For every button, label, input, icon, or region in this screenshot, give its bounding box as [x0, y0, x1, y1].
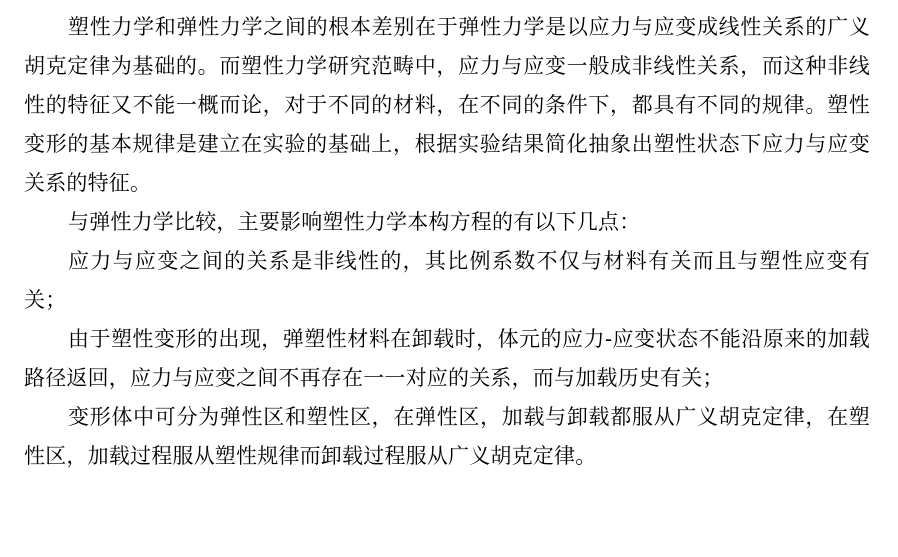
paragraph-2: 与弹性力学比较，主要影响塑性力学本构方程的有以下几点： — [68, 210, 641, 234]
paragraph-5: 变形体中可分为弹性区和塑性区，在弹性区，加载与卸载都服从广义胡克定律，在塑性区，加载过程服从塑性规律而卸载过程服从广义胡克定律。 — [24, 405, 870, 468]
paragraph-4: 由于塑性变形的出现，弹塑性材料在卸载时，体元的应力-应变状态不能沿原来的加载路径返回，应力与应变之间不再存在一一对应的关系，而与加载历史有关； — [24, 327, 870, 390]
paragraph-3: 应力与应变之间的关系是非线性的，其比例系数不仅与材料有关而且与塑性应变有关； — [24, 249, 870, 312]
paragraph-1: 塑性力学和弹性力学之间的根本差别在于弹性力学是以应力与应变成线性关系的广义胡克定律为基础的。而塑性力学研究范畴中，应力与应变一般成非线性关系，而这种非线性的特征又不能一概而论，对于不同的材料，在不同的条件下，都具有不同的规律。塑性变形的基本规律是建立在实验的基础上，根据实验结果简化抽象出塑性状态下应力与应变关系的特征。 — [24, 15, 870, 195]
